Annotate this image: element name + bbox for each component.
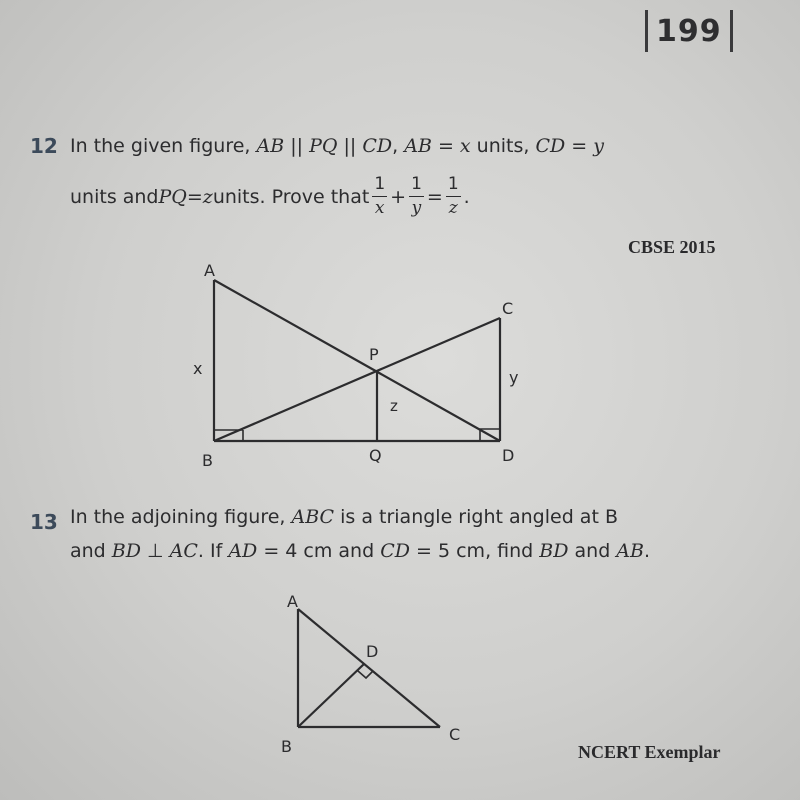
- question-12-source: CBSE 2015: [628, 237, 716, 257]
- segment-bc: [214, 318, 500, 441]
- page-number: 199: [656, 13, 722, 49]
- label-p: P: [369, 345, 379, 364]
- label-q: Q: [369, 446, 382, 465]
- label-x: x: [193, 359, 203, 378]
- question-13-source: NCERT Exemplar: [578, 742, 721, 762]
- label-y: y: [509, 368, 519, 387]
- question-12-number: 12: [30, 134, 58, 158]
- segment-ad: [214, 280, 500, 441]
- question-12-line-2: units and PQ = z units. Prove that $\frac{1}{x}$ + $\frac{1}{y}$ = $\frac{1}{z}$ .: [70, 174, 470, 218]
- question-13-number: 13: [30, 510, 58, 534]
- label-a: A: [204, 261, 215, 280]
- label-b-13: B: [281, 737, 292, 756]
- fraction-one-over-z: $\frac{1}{z}$: [447, 174, 459, 218]
- segment-bd-13: [298, 664, 364, 727]
- fraction-one-over-x: $\frac{1}{x}$: [374, 174, 386, 218]
- label-d-13: D: [366, 642, 379, 661]
- label-c-13: C: [449, 725, 461, 744]
- right-angle-mark-d-13: [358, 671, 373, 678]
- fraction-one-over-y: $\frac{1}{y}$: [411, 174, 422, 218]
- label-c: C: [502, 299, 514, 318]
- label-b: B: [202, 451, 213, 470]
- label-d: D: [502, 446, 515, 465]
- question-13-figure: [298, 609, 440, 727]
- question-12-line-1: In the given figure, AB || PQ || CD, AB = x units, CD = y: [70, 135, 604, 157]
- question-13-line-1: In the adjoining figure, ABC is a triangle right angled at B: [70, 506, 618, 528]
- label-a-13: A: [287, 592, 298, 611]
- label-z: z: [390, 397, 398, 415]
- segment-ac-13: [298, 609, 440, 727]
- question-13-line-2: and BD ⊥ AC. If AD = 4 cm and CD = 5 cm, find BD and AB.: [70, 540, 651, 562]
